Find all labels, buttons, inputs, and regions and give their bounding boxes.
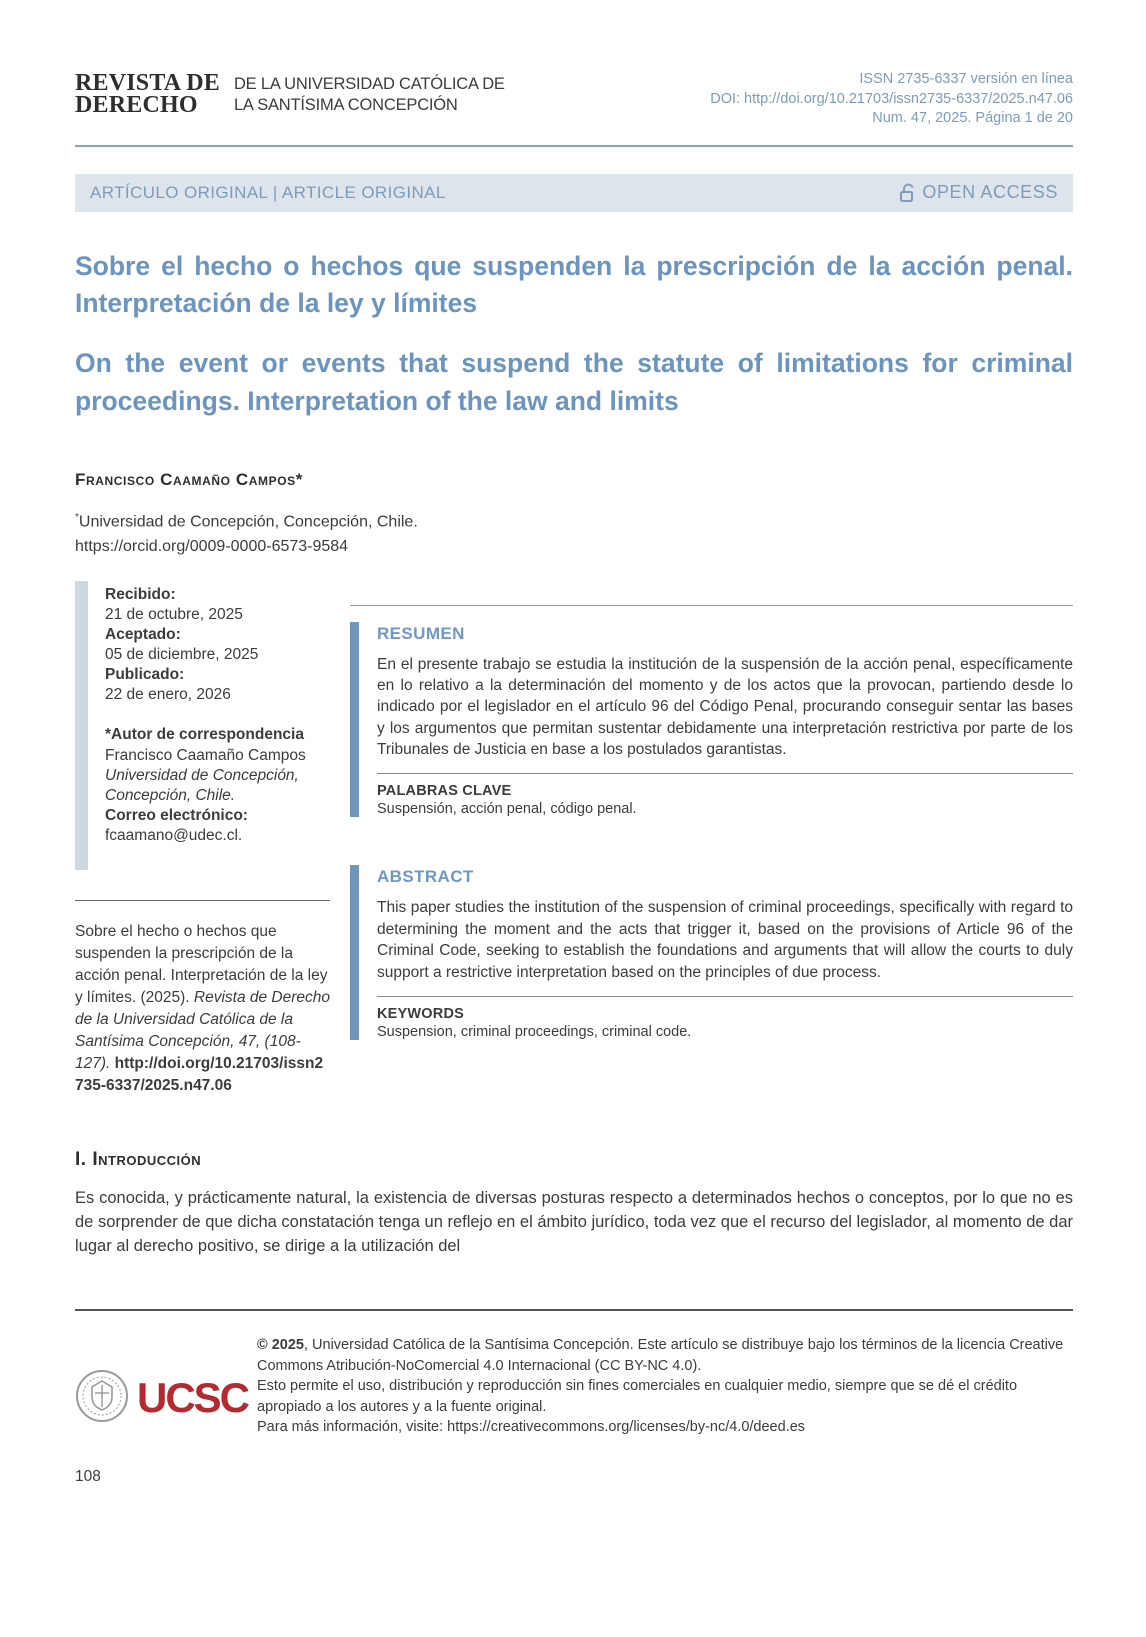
received-date: 21 de octubre, 2025: [105, 605, 243, 623]
citation-doi-link[interactable]: http://doi.org/10.21703/issn2735-6337/2025.n47.06: [75, 1055, 324, 1095]
footer-divider: [75, 1309, 1073, 1311]
email-label: Correo electrónico:: [105, 806, 248, 824]
palabras-clave-divider: [377, 773, 1073, 774]
page-number: 108: [75, 1467, 101, 1485]
article-type-bar: [75, 174, 1073, 212]
citation-journal: Revista de Derecho de la Universidad Católica de la Santísima Concepción, 47, (108-127).: [75, 989, 330, 1073]
accepted-date: 05 de diciembre, 2025: [105, 645, 259, 663]
issn-line: ISSN 2735-6337 versión en línea: [859, 71, 1073, 87]
journal-name: [75, 70, 220, 119]
citation-title: Sobre el hecho o hechos que suspenden la prescripción de la acción penal. Interpretación de la ley y límites. (2025).: [75, 923, 328, 1007]
ucsc-logo: [75, 1335, 257, 1438]
ucsc-logo-text: UCSC: [137, 1374, 249, 1422]
correspondence-label: *Autor de correspondencia: [105, 726, 304, 744]
article-type-label: ARTÍCULO ORIGINAL | ARTICLE ORIGINAL: [90, 182, 446, 202]
metadata-and-abstracts: [75, 581, 1073, 1098]
journal-subtitle: [234, 70, 505, 115]
published-label: Publicado:: [105, 666, 185, 684]
license-line2: Esto permite el uso, distribución y reproducción sin fines comerciales en cualquier medio, siempre que se dé el crédito apropiado a los autores y a la fuente original.: [257, 1378, 1018, 1415]
email-address[interactable]: fcaamano@udec.cl.: [105, 827, 243, 845]
abstract-body: This paper studies the institution of the suspension of criminal proceedings, specifically with regard to determining the moment and the acts that trigger it, based on the provisions of Article 96 of the Criminal Code, seeking to establish the foundations and arguments that will allow the courts to duly support a restrictive interpretation based on the principles of due process.: [377, 899, 1073, 981]
palabras-clave-label: PALABRAS CLAVE: [377, 783, 512, 800]
article-dates-block: [75, 581, 330, 871]
resumen-heading: RESUMEN: [377, 623, 465, 643]
citation-divider: [75, 900, 330, 901]
spacer: [105, 705, 330, 725]
correspondence-affiliation: Universidad de Concepción, Concepción, Chile.: [105, 766, 299, 804]
article-title-spanish: Sobre el hecho o hechos que suspenden la prescripción de la acción penal. Interpretación de la ley y límites: [75, 250, 1073, 319]
issue-info: [710, 70, 1073, 129]
journal-name-line2: DERECHO: [75, 92, 198, 119]
journal-logo: [75, 70, 505, 119]
ucsc-seal-icon: [75, 1369, 129, 1428]
resumen-body: En el presente trabajo se estudia la institución de la suspensión de la acción penal, específicamente en lo relativo a la determinación del momento y de los actos que la provocan, partiendo desde lo indicado por el legislador en el artículo 96 del Código Penal, procurando conseguir sentar las bases y los argumentos que permitan sustentar debidamente una interpretación restrictiva por parte de los Tribunales de Justicia en base a los postulados garantistas.: [377, 655, 1073, 759]
license-line1: [257, 1335, 1073, 1376]
article-title-english: On the event or events that suspend the statute of limitations for criminal proceedings. Interpretation of the law and limits: [75, 347, 1073, 416]
section-heading-introduction: I. Introducción: [75, 1149, 202, 1171]
received-label: Recibido:: [105, 585, 176, 603]
journal-subtitle-line2: LA SANTÍSIMA CONCEPCIÓN: [233, 95, 458, 114]
affiliation-text: Universidad de Concepción, Concepción, Chile.: [78, 513, 418, 531]
journal-header: [75, 70, 1073, 129]
license-footer: [75, 1335, 1073, 1438]
accepted-label: Aceptado:: [105, 625, 181, 643]
issue-line: Num. 47, 2025. Página 1 de 20: [872, 110, 1073, 127]
abstract-top-divider: [350, 605, 1073, 606]
resumen-block: [350, 622, 1073, 818]
license-line3[interactable]: Para más información, visite: https://creativecommons.org/licenses/by-nc/4.0/deed.es: [257, 1419, 806, 1436]
journal-subtitle-line1: DE LA UNIVERSIDAD CATÓLICA DE: [233, 75, 505, 93]
keywords-divider: [377, 996, 1073, 997]
license-line1-rest: , Universidad Católica de la Santísima Concepción. Este artículo se distribuye bajo los términos de la licencia Creative Commons Atribución-NoComercial 4.0 Internacional (CC BY-NC 4.0).: [257, 1336, 1064, 1374]
open-padlock-icon: [899, 183, 916, 203]
license-year: © 2025: [257, 1336, 304, 1353]
abstracts-column: [350, 581, 1073, 1098]
open-access-badge: [899, 182, 1058, 203]
affiliation-marker: *: [75, 512, 79, 524]
author-affiliation: [75, 510, 1073, 558]
introduction-paragraph: Es conocida, y prácticamente natural, la existencia de diversas posturas respecto a determinados hechos o conceptos, por lo que no es de sorprender de que dicha constatación tenga un reflejo en el ámbito jurídico, toda vez que el recurso del legislador, al momento de dar lugar al derecho positivo, se dirige a la utilización del: [75, 1189, 1073, 1256]
abstract-block: [350, 865, 1073, 1040]
header-divider: [75, 145, 1073, 147]
journal-name-line1: REVISTA DE: [75, 70, 220, 96]
abstract-heading: ABSTRACT: [377, 867, 474, 887]
palabras-clave-text: Suspensión, acción penal, código penal.: [377, 801, 637, 818]
author-name: Francisco Caamaño Campos*: [75, 470, 303, 490]
citation-block: [75, 921, 330, 1097]
keywords-text: Suspension, criminal proceedings, criminal code.: [377, 1023, 692, 1040]
published-date: 22 de enero, 2026: [105, 686, 231, 704]
open-access-label: OPEN ACCESS: [922, 182, 1058, 203]
affiliation-line: [75, 510, 1073, 534]
correspondence-name: Francisco Caamaño Campos: [105, 746, 306, 764]
doi-line[interactable]: DOI: http://doi.org/10.21703/issn2735-6337/2025.n47.06: [710, 90, 1073, 107]
keywords-label: KEYWORDS: [377, 1005, 464, 1022]
orcid-link[interactable]: https://orcid.org/0009-0000-6573-9584: [75, 537, 349, 555]
left-sidebar: [75, 581, 330, 1098]
license-text: [257, 1335, 1073, 1438]
